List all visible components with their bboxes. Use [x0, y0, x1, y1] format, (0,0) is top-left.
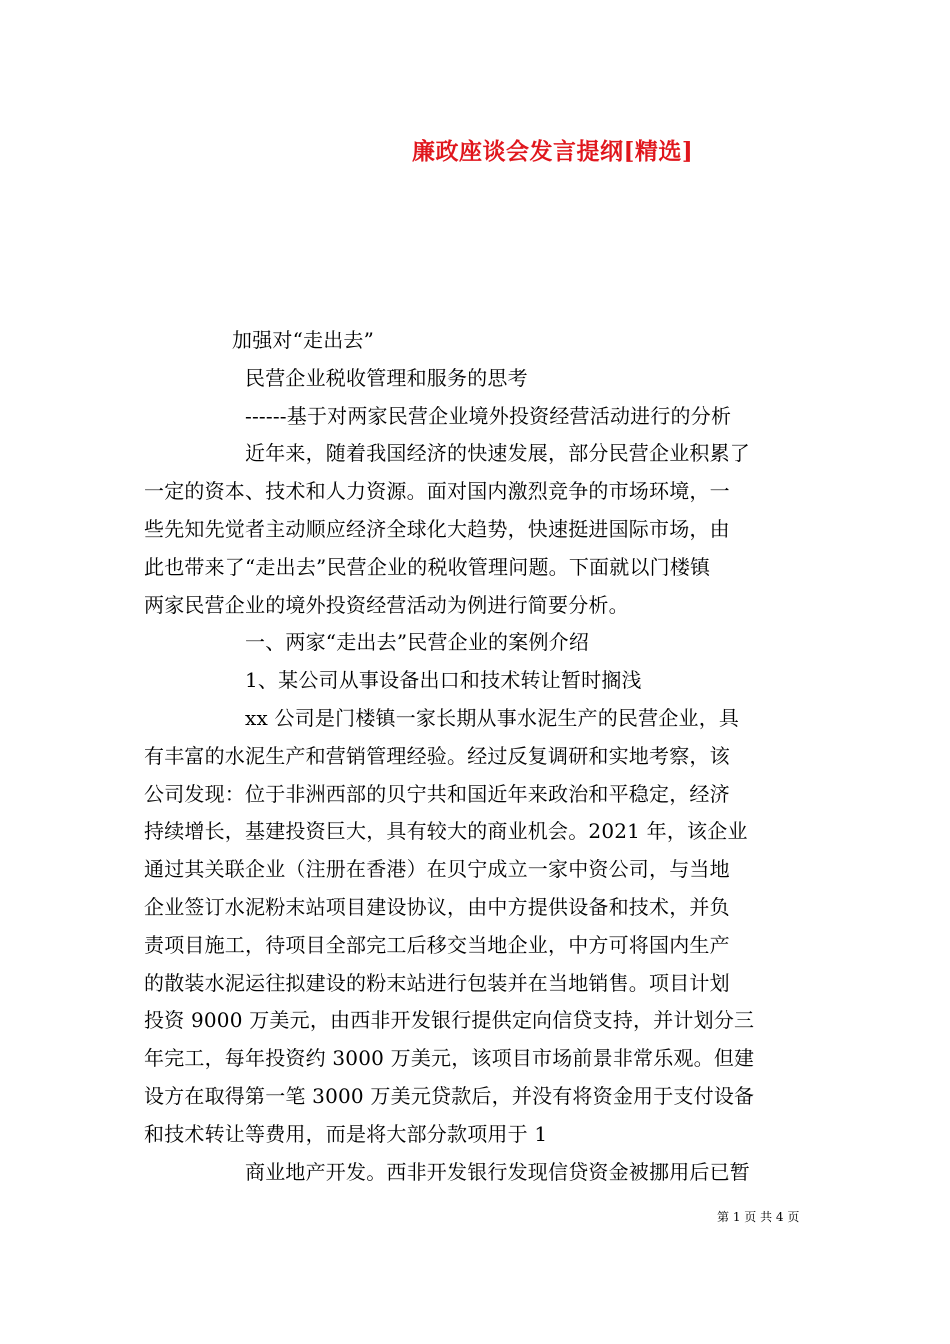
body-line: 一定的资本、技术和人力资源。面对国内激烈竞争的市场环境，一: [144, 479, 730, 504]
page-footer: 第 1 页 共 4 页: [717, 1210, 800, 1224]
body-line: 公司发现：位于非洲西部的贝宁共和国近年来政治和平稳定，经济: [144, 781, 730, 806]
body-line: ------基于对两家民营企业境外投资经营活动进行的分析: [245, 403, 732, 428]
body-line: 投资 9000 万美元，由西非开发银行提供定向信贷支持，并计划分三: [144, 1008, 755, 1033]
body-line: 和技术转让等费用，而是将大部分款项用于 1: [144, 1121, 548, 1146]
body-line: 民营企业税收管理和服务的思考: [245, 365, 528, 390]
body-line: 通过其关联企业（注册在香港）在贝宁成立一家中资公司，与当地: [144, 857, 730, 882]
body-line: 有丰富的水泥生产和营销管理经验。经过反复调研和实地考察，该: [144, 743, 730, 768]
body-line: 加强对“走出去”: [232, 328, 375, 352]
body-line: xx 公司是门楼镇一家长期从事水泥生产的民营企业，具: [245, 705, 740, 730]
body-line: 持续增长，基建投资巨大，具有较大的商业机会。2021 年，该企业: [144, 819, 748, 844]
document-title: 廉政座谈会发言提纲[精选]: [412, 138, 694, 165]
body-line: 责项目施工，待项目全部完工后移交当地企业，中方可将国内生产: [144, 932, 730, 957]
body-line: 企业签订水泥粉末站项目建设协议，由中方提供设备和技术，并负: [144, 894, 730, 919]
body-line: 两家民营企业的境外投资经营活动为例进行简要分析。: [144, 592, 629, 617]
body-line: 此也带来了“走出去”民营企业的税收管理问题。下面就以门楼镇: [144, 554, 711, 579]
body-line: 商业地产开发。西非开发银行发现信贷资金被挪用后已暂: [245, 1159, 750, 1184]
body-line: 一、两家“走出去”民营企业的案例介绍: [245, 630, 590, 655]
body-line: 1、某公司从事设备出口和技术转让暂时搁浅: [245, 668, 642, 693]
body-line: 些先知先觉者主动顺应经济全球化大趋势，快速挺进国际市场，由: [144, 516, 730, 541]
document-body: [144, 322, 809, 1191]
body-line: 设方在取得第一笔 3000 万美元贷款后，并没有将资金用于支付设备: [144, 1083, 755, 1108]
body-line: 近年来，随着我国经济的快速发展，部分民营企业积累了: [245, 441, 750, 466]
body-line: 年完工，每年投资约 3000 万美元，该项目市场前景非常乐观。但建: [144, 1046, 755, 1071]
body-line: 的散装水泥运往拟建设的粉末站进行包装并在当地销售。项目计划: [144, 970, 730, 995]
